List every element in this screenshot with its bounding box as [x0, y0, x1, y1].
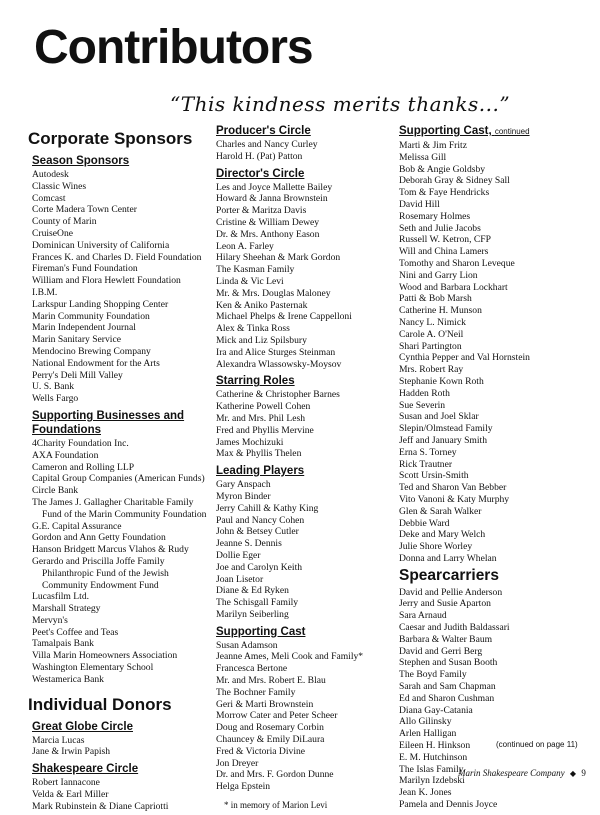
donor-name: Russell W. Ketron, CFP	[399, 234, 491, 246]
donor-name: Donna and Larry Whelan	[399, 552, 497, 564]
donor-name: Westamerica Bank	[32, 673, 104, 685]
donor-name: Wood and Barbara Lockhart	[399, 281, 508, 293]
donor-name: Mick and Liz Spilsbury	[216, 334, 307, 346]
subsection-heading	[216, 464, 392, 478]
donor-name: Eileen H. Hinkson	[399, 740, 471, 752]
donor-name: Debbie Ward	[399, 517, 450, 529]
subsection-heading	[216, 625, 392, 639]
donor-name: Cristine & William Dewey	[216, 216, 320, 228]
donor-name: The Boyd Family	[399, 669, 467, 681]
donor-name: Caesar and Judith Baldassari	[399, 622, 510, 634]
donor-name: Les and Joyce Mallette Bailey	[216, 181, 333, 193]
donor-name: Barbara & Walter Baum	[399, 633, 493, 645]
donor-name: Velda & Earl Miller	[32, 789, 109, 801]
donor-name: Joe and Carolyn Keith	[216, 561, 303, 573]
donor-name: Cameron and Rolling LLP	[32, 461, 135, 473]
donor-name: Jean K. Jones	[399, 787, 452, 799]
donor-name: Jeff and January Smith	[399, 434, 488, 446]
donor-name: Jeanne Ames, Meli Cook and Family*	[216, 651, 364, 663]
donor-list	[28, 777, 210, 812]
donor-name: Jerry and Susie Aparton	[399, 598, 491, 610]
donor-name: Dominican University of California	[32, 239, 170, 251]
donor-name: Alexandra Wlassowsky-Moysov	[216, 358, 342, 370]
donor-name: Classic Wines	[32, 180, 87, 192]
subsection-label: Shakespeare Circle	[32, 763, 139, 776]
donor-name: James Mochizuki	[216, 436, 284, 448]
donor-name: National Endowment for the Arts	[32, 357, 160, 369]
subsection-label: Starring Roles	[216, 375, 295, 388]
donor-name: Autodesk	[32, 169, 69, 180]
donor-name: Sara Arnaud	[399, 610, 447, 622]
donor-name: Chauncey & Emily DiLaura	[216, 734, 325, 746]
donor-name: Katherine Powell Cohen	[216, 401, 311, 413]
donor-name: Circle Bank	[32, 485, 79, 497]
donor-name: Marilyn Izdebski	[399, 775, 465, 787]
donor-name: Nancy L. Nimick	[399, 316, 466, 328]
donor-name: Ed and Sharon Cushman	[399, 692, 495, 704]
donor-name: Erna S. Torney	[399, 446, 457, 458]
donor-name: Cynthia Pepper and Val Hornstein	[399, 352, 530, 364]
donor-name: Villa Marin Homeowners Association	[32, 650, 178, 662]
donor-name: Arlen Halligan	[399, 728, 457, 740]
donor-name: Marin Sanitary Service	[32, 334, 121, 346]
section-heading: Individual Donors	[28, 694, 172, 714]
donor-name: Jerry Cahill & Kathy King	[216, 502, 319, 514]
donor-name: Dollie Eger	[216, 549, 261, 561]
subsection-heading	[216, 124, 392, 138]
section-heading: Spearcarriers	[399, 566, 499, 584]
donor-name: Marin Community Foundation	[32, 310, 150, 322]
donor-name: Peet's Coffee and Teas	[32, 626, 119, 638]
donor-name: Scott Ursin-Smith	[399, 470, 469, 482]
donor-name: Joan Lisetor	[216, 573, 264, 585]
donor-name: 4Charity Foundation Inc.	[32, 437, 129, 449]
donor-name: Ira and Alice Sturges Steinman	[216, 346, 336, 358]
donor-name: Catherine & Christopher Barnes	[216, 389, 340, 401]
donor-list	[28, 438, 210, 686]
subsection-label: Producer's Circle	[216, 125, 311, 137]
donor-name: Myron Binder	[216, 490, 271, 502]
donor-name: Howard & Janna Brownstein	[216, 193, 328, 205]
page-footer	[458, 768, 586, 778]
donor-name: Tamalpais Bank	[32, 638, 94, 650]
donor-name: Catherine H. Munson	[399, 305, 482, 317]
donor-name: Capital Group Companies (American Funds)	[32, 473, 205, 485]
column-2	[212, 120, 392, 811]
donor-name: Doug and Rosemary Corbin	[216, 722, 324, 734]
donor-list	[212, 389, 392, 460]
donor-name: Hilary Sheehan & Mark Gordon	[216, 252, 341, 264]
donor-name: Linda & Vic Levi	[216, 275, 284, 287]
donor-name: Susan Adamson	[216, 639, 278, 651]
donor-name: Perry's Deli Mill Valley	[32, 369, 123, 381]
donor-name: The James J. Gallagher Charitable Family Fund of the Marin Community Foundation	[32, 496, 207, 520]
donor-name: Mervyn's	[32, 614, 68, 626]
publication-name: Marin Shakespeare Company	[458, 768, 565, 778]
donor-name: Porter & Maritza Davis	[216, 205, 307, 217]
column-1	[28, 120, 210, 815]
donor-name: Charles and Nancy Curley	[216, 139, 318, 150]
donor-name: Mark Rubinstein & Diane Capriotti	[32, 800, 169, 812]
continued-label: continued	[494, 127, 530, 136]
page-number: 9	[581, 768, 586, 778]
donor-name: Wells Fargo	[32, 393, 79, 405]
subsection-heading	[216, 167, 392, 181]
donor-name: Marin Independent Journal	[32, 322, 136, 334]
donor-name: Shari Partington	[399, 340, 462, 352]
donor-name: Deborah Gray & Sidney Sall	[399, 175, 510, 187]
donor-name: Rick Trautner	[399, 458, 453, 470]
donor-name: Marcia Lucas	[32, 734, 85, 746]
page-title: Contributors	[34, 21, 313, 74]
donor-name: Jon Dreyer	[216, 757, 259, 769]
donor-name: Gerardo and Priscilla Joffe Family Philanthropic Fund of the Jewish Community Endowment Fund	[32, 555, 169, 591]
donor-list	[28, 169, 210, 405]
donor-name: Hanson Bridgett Marcus Vlahos & Rudy	[32, 544, 189, 556]
subsection-label: Supporting Cast,	[399, 125, 492, 137]
donor-name: Paul and Nancy Cohen	[216, 514, 305, 526]
donor-name: Frances K. and Charles D. Field Foundation	[32, 251, 202, 263]
donor-name: Tomothy and Sharon Leveque	[399, 257, 515, 269]
subsection-label: Leading Players	[216, 465, 305, 478]
donor-name: CruiseOne	[32, 227, 74, 239]
donor-name: Seth and Julie Jacobs	[399, 222, 481, 234]
donor-name: The Schisgall Family	[216, 597, 299, 609]
subsection-heading	[32, 409, 210, 437]
subsection-label: Great Globe Circle	[32, 720, 133, 733]
donor-name: The Bochner Family	[216, 686, 296, 698]
donor-name: AXA Foundation	[32, 449, 99, 461]
donor-name: Dr. and Mrs. F. Gordon Dunne	[216, 769, 334, 781]
donor-name: Robert Iannacone	[32, 777, 100, 789]
donor-name: Mr. & Mrs. Douglas Maloney	[216, 287, 331, 299]
donor-list	[28, 735, 210, 759]
donor-name: David and Gerri Berg	[399, 645, 483, 657]
donor-name: Morrow Cater and Peter Scheer	[216, 710, 338, 722]
donor-name: Gary Anspach	[216, 479, 271, 491]
donor-name: Fred and Phyllis Mervine	[216, 424, 314, 436]
donor-name: Rosemary Holmes	[399, 210, 471, 222]
donor-name: U. S. Bank	[32, 381, 75, 393]
subsection-label: Director's Circle	[216, 167, 305, 180]
subsection-heading	[32, 762, 210, 776]
donor-name: Leon A. Farley	[216, 240, 274, 252]
donor-name: Helga Epstein	[216, 781, 271, 793]
donor-name: Tom & Faye Hendricks	[399, 187, 490, 199]
continued-note: (continued on page 11)	[496, 740, 578, 749]
footnote: * in memory of Marion Levi	[224, 800, 328, 811]
donor-name: Larkspur Landing Shopping Center	[32, 298, 169, 310]
donor-name: Washington Elementary School	[32, 662, 154, 674]
donor-name: Lucasfilm Ltd.	[32, 591, 90, 603]
donor-name: G.E. Capital Assurance	[32, 520, 122, 532]
donor-name: Dr. & Mrs. Anthony Eason	[216, 228, 320, 240]
subsection-heading	[32, 720, 210, 734]
donor-name: Fred & Victoria Divine	[216, 745, 306, 757]
donor-name: Pamela and Dennis Joyce	[399, 799, 498, 811]
subsection-heading	[32, 154, 210, 168]
donor-name: Allo Gilinsky	[399, 716, 452, 728]
donor-name: Mendocino Brewing Company	[32, 345, 151, 357]
donor-name: Fireman's Fund Foundation	[32, 263, 138, 275]
donor-name: Mr. and Mrs. Phil Lesh	[216, 412, 306, 424]
donor-list	[212, 182, 392, 371]
donor-name: Stephanie Kown Roth	[399, 375, 484, 387]
donor-name: Patti & Bob Marsh	[399, 293, 472, 305]
donor-name: The Kasman Family	[216, 264, 295, 276]
donor-name: Marshall Strategy	[32, 603, 101, 615]
donor-list	[212, 479, 392, 621]
donor-name: The Islas Family	[399, 763, 464, 775]
subsection-heading	[216, 374, 392, 388]
donor-name: David Hill	[399, 198, 440, 210]
donor-name: Ted and Sharon Van Bebber	[399, 482, 507, 494]
donor-name: Diane & Ed Ryken	[216, 585, 289, 597]
subsection-label: Supporting Businesses and Foundations	[32, 409, 185, 436]
donor-name: Nini and Garry Lion	[399, 269, 478, 281]
diamond-icon: ◆	[569, 769, 577, 778]
donor-name: Francesca Bertone	[216, 663, 288, 675]
donor-name: Bob & Angie Goldsby	[399, 163, 486, 175]
donor-name: Jeanne S. Dennis	[216, 538, 282, 550]
donor-name: Deke and Mary Welch	[399, 529, 486, 541]
donor-name: Glen & Sarah Walker	[399, 505, 482, 517]
donor-name: Diana Gay-Catania	[399, 704, 473, 716]
donor-name: Melissa Gill	[399, 151, 447, 163]
donor-name: Harold H. (Pat) Patton	[216, 150, 303, 162]
section-heading: Corporate Sponsors	[28, 129, 193, 148]
column-3	[395, 120, 585, 813]
donor-name: Gordon and Ann Getty Foundation	[32, 532, 166, 544]
subsection-heading	[399, 124, 585, 139]
donor-name: Corte Madera Town Center	[32, 204, 137, 216]
donor-name: Marti & Jim Fritz	[399, 140, 467, 151]
donor-list	[395, 140, 585, 565]
donor-list	[212, 139, 392, 163]
donor-name: Jane & Irwin Papish	[32, 746, 111, 758]
donor-list	[212, 640, 392, 793]
donor-name: Mrs. Robert Ray	[399, 364, 464, 376]
donor-name: Alex & Tinka Ross	[216, 323, 290, 335]
donor-name: Ken & Aniko Pasternak	[216, 299, 308, 311]
donor-name: Julie Shore Worley	[399, 541, 473, 553]
subsection-label: Season Sponsors	[32, 155, 130, 167]
donor-name: Mr. and Mrs. Robert E. Blau	[216, 675, 326, 687]
donor-name: Will and China Lamers	[399, 246, 489, 258]
donor-name: Vito Vanoni & Katy Murphy	[399, 493, 510, 505]
donor-name: Comcast	[32, 192, 66, 204]
donor-name: Marilyn Seiberling	[216, 608, 289, 620]
donor-name: Max & Phyllis Thelen	[216, 448, 302, 460]
donor-name: Michael Phelps & Irene Cappelloni	[216, 311, 352, 323]
donor-name: I.B.M.	[32, 286, 58, 298]
donor-name: David and Pellie Anderson	[399, 586, 503, 598]
donor-name: E. M. Hutchinson	[399, 751, 468, 763]
donor-name: William and Flora Hewlett Foundation	[32, 275, 181, 287]
subsection-label: Supporting Cast	[216, 625, 306, 638]
donor-name: Susan and Joel Sklar	[399, 411, 479, 423]
donor-name: Hadden Roth	[399, 387, 450, 399]
donor-name: Sarah and Sam Chapman	[399, 681, 496, 693]
donor-name: Slepin/Olmstead Family	[399, 423, 493, 435]
donor-name: Carole A. O'Neil	[399, 328, 464, 340]
donor-name: Geri & Marti Brownstein	[216, 698, 314, 710]
donor-name: Sue Severin	[399, 399, 446, 411]
donor-name: John & Betsey Cutler	[216, 526, 299, 538]
donor-name: County of Marin	[32, 216, 97, 228]
tagline: “This kindness merits thanks...”	[170, 92, 511, 116]
donor-name: Stephen and Susan Booth	[399, 657, 498, 669]
